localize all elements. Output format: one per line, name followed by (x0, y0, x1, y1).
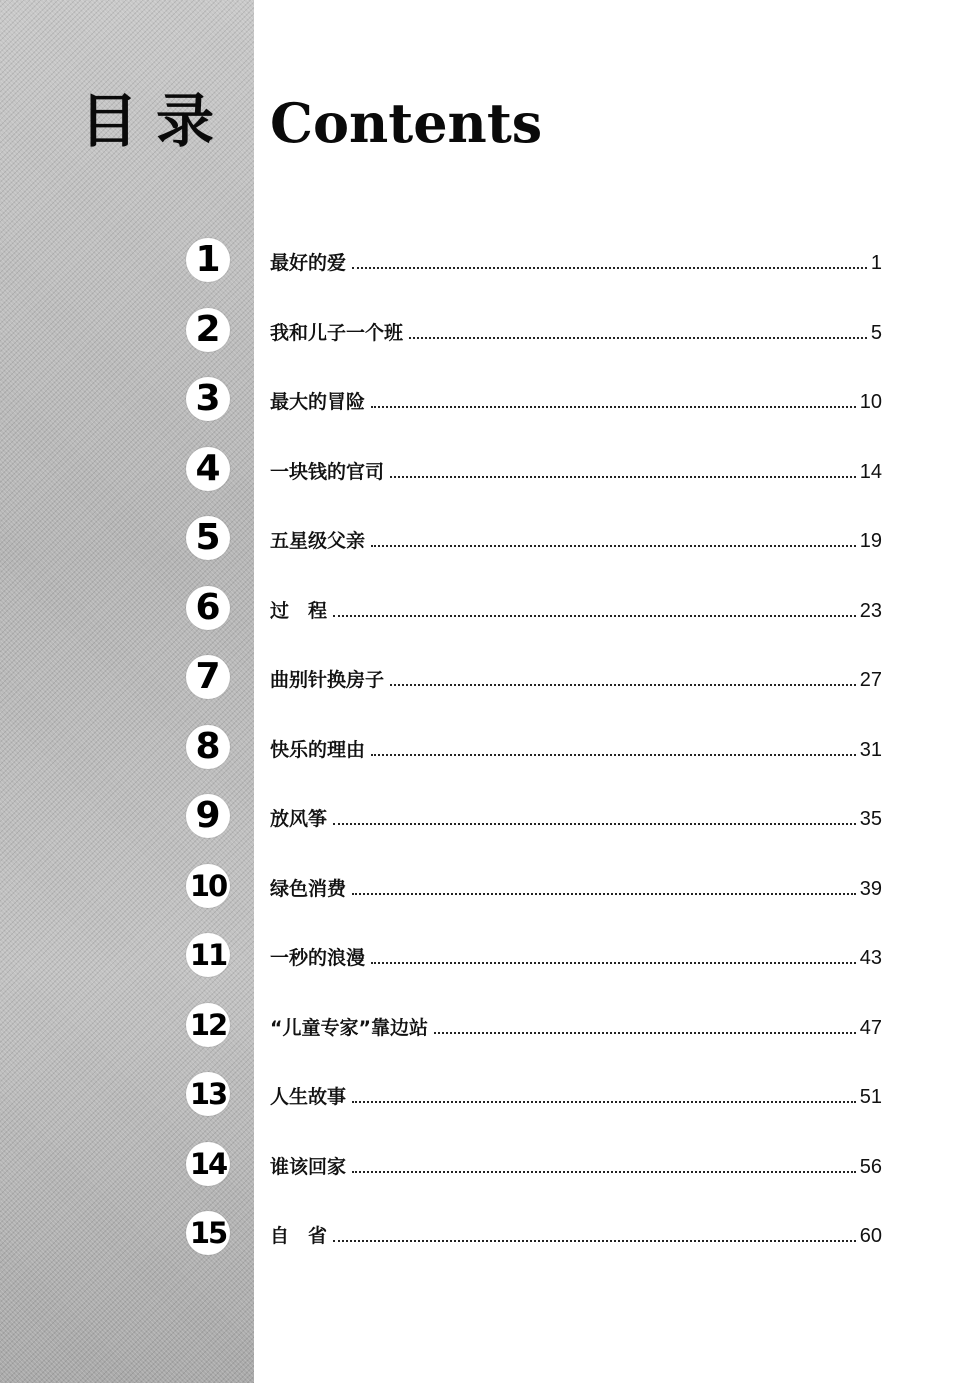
toc-entry-line (270, 663, 882, 693)
toc-entry-line (270, 872, 882, 902)
chapter-number-badge: 6 (186, 586, 230, 630)
page-number: 39 (859, 878, 882, 900)
chapter-title[interactable]: 快乐的理由 (270, 739, 366, 761)
dot-leader (352, 1171, 856, 1173)
page-title-english: Contents (270, 91, 543, 155)
page-number: 51 (859, 1086, 882, 1108)
toc-entry-line (270, 941, 882, 971)
chapter-number-badge: 13 (186, 1072, 230, 1116)
chapter-title[interactable]: 我和儿子一个班 (270, 322, 404, 344)
chapter-title[interactable]: 放风筝 (270, 808, 328, 830)
chapter-number-badge: 9 (186, 794, 230, 838)
dot-leader (333, 1240, 856, 1242)
dot-leader (333, 615, 856, 617)
toc-entry-line (270, 455, 882, 485)
toc-entry-line (270, 1150, 882, 1180)
toc-entry-line (270, 316, 882, 346)
page-number: 27 (859, 669, 882, 691)
toc-entry[interactable] (0, 1003, 960, 1053)
toc-entry[interactable] (0, 655, 960, 705)
chapter-number-badge: 8 (186, 725, 230, 769)
dot-leader (352, 267, 867, 269)
dot-leader (371, 406, 856, 408)
dot-leader (390, 684, 856, 686)
chapter-number-badge: 2 (186, 308, 230, 352)
page-number: 60 (859, 1225, 882, 1247)
chapter-number-badge: 4 (186, 447, 230, 491)
toc-entry-line (270, 594, 882, 624)
chapter-title[interactable]: 人生故事 (270, 1086, 347, 1108)
chapter-title[interactable]: 绿色消费 (270, 878, 347, 900)
chapter-title[interactable]: 最大的冒险 (270, 391, 366, 413)
toc-entry-line (270, 802, 882, 832)
dot-leader (409, 337, 867, 339)
page-number: 23 (859, 600, 882, 622)
chapter-number-badge: 12 (186, 1003, 230, 1047)
toc-entry[interactable] (0, 864, 960, 914)
chapter-title[interactable]: 自 省 (270, 1225, 328, 1247)
dot-leader (390, 476, 856, 478)
toc-entry-line (270, 1080, 882, 1110)
dot-leader (352, 1101, 856, 1103)
chapter-title[interactable]: 五星级父亲 (270, 530, 366, 552)
chapter-title[interactable]: “儿童专家”靠边站 (270, 1017, 428, 1039)
chapter-title[interactable]: 一秒的浪漫 (270, 947, 366, 969)
toc-entry[interactable] (0, 1142, 960, 1192)
page-number: 43 (859, 947, 882, 969)
chapter-number-badge: 10 (186, 864, 230, 908)
toc-entry-line (270, 385, 882, 415)
chapter-number-badge: 3 (186, 377, 230, 421)
toc-entry-line (270, 733, 882, 763)
chapter-title[interactable]: 曲别针换房子 (270, 669, 385, 691)
page-number: 14 (859, 461, 882, 483)
toc-entry-line (270, 1219, 882, 1249)
dot-leader (434, 1032, 856, 1034)
chapter-number-badge: 11 (186, 933, 230, 977)
toc-entry[interactable] (0, 1211, 960, 1261)
page-number: 1 (870, 252, 882, 274)
chapter-title[interactable]: 过 程 (270, 600, 328, 622)
chapter-number-badge: 7 (186, 655, 230, 699)
chapter-number-badge: 5 (186, 516, 230, 560)
toc-entry-line (270, 524, 882, 554)
page-title-chinese: 目录 (80, 87, 233, 155)
toc-entry-line (270, 246, 882, 276)
dot-leader (371, 754, 856, 756)
page-number: 56 (859, 1156, 882, 1178)
toc-entry[interactable] (0, 1072, 960, 1122)
page-number: 19 (859, 530, 882, 552)
dot-leader (333, 823, 856, 825)
toc-entry[interactable] (0, 933, 960, 983)
page-number: 35 (859, 808, 882, 830)
toc-entry[interactable] (0, 794, 960, 844)
chapter-title[interactable]: 最好的爱 (270, 252, 347, 274)
chapter-title[interactable]: 谁该回家 (270, 1156, 347, 1178)
toc-entry[interactable] (0, 516, 960, 566)
toc-entry[interactable] (0, 586, 960, 636)
page-number: 5 (870, 322, 882, 344)
chapter-title[interactable]: 一块钱的官司 (270, 461, 385, 483)
dot-leader (371, 545, 856, 547)
dot-leader (371, 962, 856, 964)
toc-entry[interactable] (0, 447, 960, 497)
page-number: 10 (859, 391, 882, 413)
page-number: 31 (859, 739, 882, 761)
toc-entry[interactable] (0, 725, 960, 775)
chapter-number-badge: 14 (186, 1142, 230, 1186)
dot-leader (352, 893, 856, 895)
chapter-number-badge: 1 (186, 238, 230, 282)
page-number: 47 (859, 1017, 882, 1039)
toc-entry[interactable] (0, 377, 960, 427)
toc-entry[interactable] (0, 308, 960, 358)
toc-entry[interactable] (0, 238, 960, 288)
toc-entry-line (270, 1011, 882, 1041)
chapter-number-badge: 15 (186, 1211, 230, 1255)
